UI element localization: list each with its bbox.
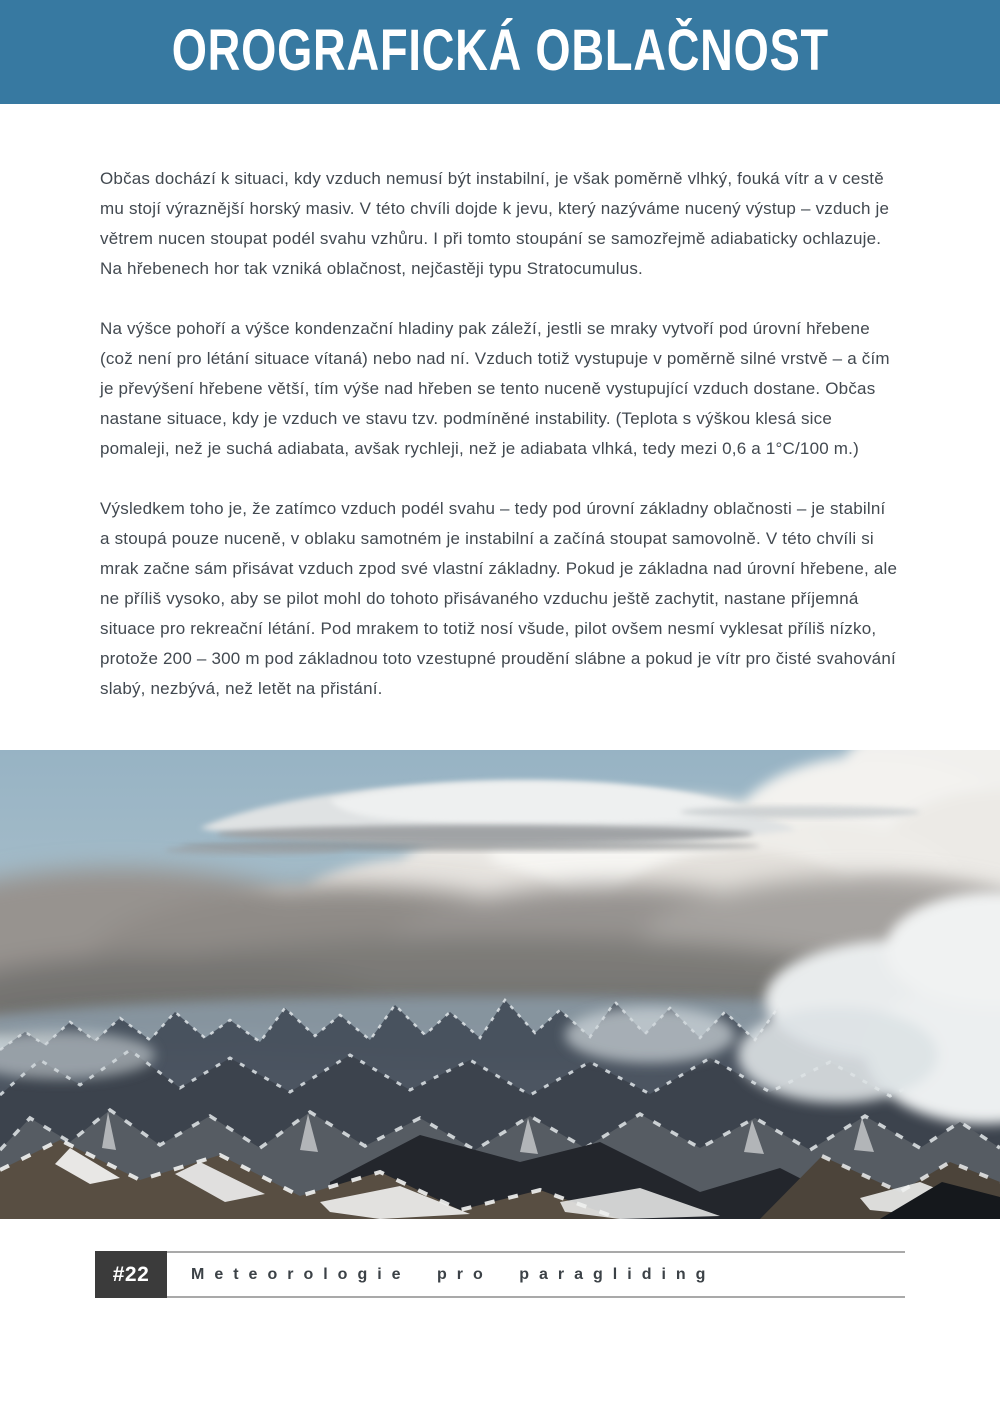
mountain-photo [0,750,1000,1219]
header-banner [0,0,1000,104]
page-title: OROGRAFICKÁ OBLAČNOST [171,17,829,83]
paragraph-cloud-suction: Výsledkem toho je, že zatímco vzduch podél svahu – tedy pod úrovní základny oblačnosti – je stabilní a stoupá pouze nuceně, v oblaku samotném je instabilní a začíná stoupat samovolně. V této chvíli si mrak začne sám přisávat vzduch zpod své vlastní základny. Pokud je základna nad úrovní hřebene, ale ne příliš vysoko, aby se pilot mohl do tohoto přisávaného vzduchu ještě zachytit, nastane příjemná situace pro rekreační létání. Pod mrakem to totiž nosí všude, pilot ovšem nesmí vyklesat příliš nízko, protože 200 – 300 m pod základnou toto vzestupné proudění slábne a pokud je vítr pro čisté svahování slabý, nezbývá, než letět na přistání. [100,499,898,698]
page-footer [95,1251,905,1298]
article-body [100,164,900,704]
paragraph-forced-lift: Občas dochází k situaci, kdy vzduch nemusí být instabilní, je však poměrně vlhký, fouká vítr a v cestě mu stojí výraznější horský masiv. V této chvíli dojde k jevu, který nazýváme nucený výstup – vzduch je větrem nucen stoupat podél svahu vzhůru. I při tomto stoupání se samozřejmě adiabaticky ochlazuje. Na hřebenech hor tak vzniká oblačnost, nejčastěji typu Stratocumulus. [100,169,890,278]
paragraph-condensation-level: Na výšce pohoří a výšce kondenzační hladiny pak záleží, jestli se mraky vytvoří pod úrovní hřebene (což není pro létání situace vítaná) nebo nad ní. Vzduch totiž vystupuje v poměrně silné vrstvě – a čím je převýšení hřebene větší, tím výše nad hřeben se tento nuceně vystupující vzduch dostane. Občas nastane situace, kdy je vzduch ve stavu tzv. podmíněné instability. (Teplota s výškou klesá sice pomaleji, než je suchá adiabata, avšak rychleji, než je adiabata vlhká, tedy mezi 0,6 a 1°C/100 m.) [100,319,890,458]
mountain-photo-illustration [0,750,1000,1219]
book-title: Meteorologie pro paragliding [191,1265,716,1283]
page-number-badge: #22 [95,1251,167,1298]
footer-rule-strip [167,1251,905,1298]
